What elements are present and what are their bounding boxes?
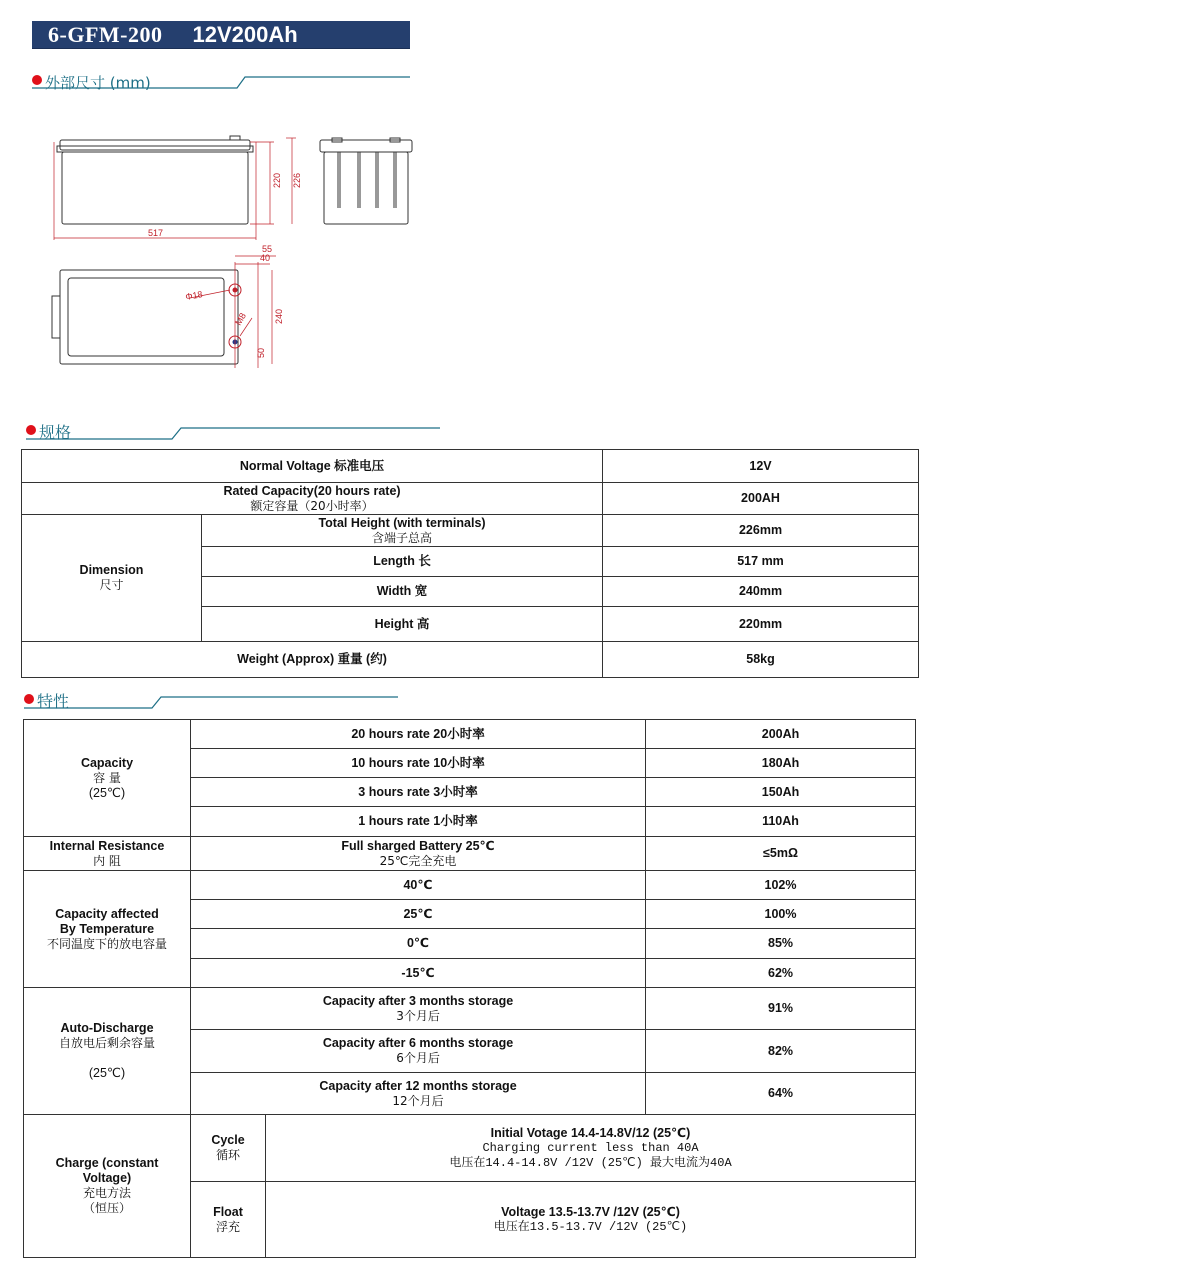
- height-label: Height 高: [202, 607, 603, 642]
- section-title: 特性: [37, 692, 70, 711]
- weight-value: 58kg: [603, 642, 919, 678]
- front-view: [54, 136, 296, 240]
- width-label: Width 宽: [202, 577, 603, 607]
- table-row: [24, 871, 916, 900]
- table-row: [24, 837, 916, 871]
- capacity-label: Capacity 容 量 (25℃): [24, 720, 191, 837]
- temp-0-value: 85%: [646, 929, 916, 959]
- table-row: [22, 515, 919, 547]
- section-underline: [32, 72, 412, 92]
- dim-terminal-diameter: Φ18: [184, 289, 204, 302]
- model-spec: 12V200Ah: [192, 21, 298, 47]
- height-value: 220mm: [603, 607, 919, 642]
- discharge-3m-label: Capacity after 3 months storage 3个月后: [191, 988, 646, 1030]
- table-row: [24, 1115, 916, 1182]
- temp-40-label: 40℃: [191, 871, 646, 900]
- width-value: 240mm: [603, 577, 919, 607]
- section-specs: [26, 420, 446, 442]
- float-value: Voltage 13.5-13.7V /12V (25℃) 电压在13.5-13.7V /12V (25℃): [266, 1182, 916, 1258]
- capacity-20h-value: 200Ah: [646, 720, 916, 749]
- section-title: 外部尺寸 (mm): [45, 74, 151, 92]
- discharge-12m-value: 64%: [646, 1073, 916, 1115]
- internal-resistance-label: Internal Resistance 内 阻: [24, 837, 191, 871]
- temp-minus15-label: -15℃: [191, 959, 646, 988]
- auto-discharge-label: Auto-Discharge 自放电后剩余容量 (25℃): [24, 988, 191, 1115]
- title-bar: [32, 21, 410, 48]
- section-title: 规格: [39, 423, 72, 442]
- side-view: [320, 138, 412, 224]
- capacity-3h-value: 150Ah: [646, 778, 916, 807]
- cycle-value: Initial Votage 14.4-14.8V/12 (25℃) Charging current less than 40A 电压在14.4-14.8V /12V (25℃) 最大电流为40A: [266, 1115, 916, 1182]
- table-row: [22, 483, 919, 515]
- dim-width: 240: [274, 308, 284, 324]
- charge-label: Charge (constant Voltage) 充电方法 （恒压）: [24, 1115, 191, 1258]
- section-characteristics: [24, 689, 424, 711]
- capacity-10h-label: 10 hours rate 10小时率: [191, 749, 646, 778]
- capacity-1h-value: 110Ah: [646, 807, 916, 837]
- temp-25-label: 25℃: [191, 900, 646, 929]
- normal-voltage-value: 12V: [603, 450, 919, 483]
- specs-table: [21, 449, 919, 678]
- temp-0-label: 0℃: [191, 929, 646, 959]
- discharge-3m-value: 91%: [646, 988, 916, 1030]
- temp-25-value: 100%: [646, 900, 916, 929]
- length-value: 517 mm: [603, 547, 919, 577]
- weight-label: Weight (Approx) 重量 (约): [22, 642, 603, 678]
- capacity-10h-value: 180Ah: [646, 749, 916, 778]
- top-view: [52, 256, 276, 368]
- dim-length: 517: [148, 228, 164, 238]
- section-underline: [24, 689, 424, 711]
- characteristics-table: [23, 719, 916, 1258]
- temperature-label: Capacity affected By Temperature 不同温度下的放电容量: [24, 871, 191, 988]
- float-label: Float 浮充: [191, 1182, 266, 1258]
- total-height-value: 226mm: [603, 515, 919, 547]
- total-height-label: Total Height (with terminals) 含端子总高: [202, 515, 603, 547]
- dim-40: 40: [260, 253, 271, 263]
- table-row: [22, 450, 919, 483]
- table-row: [24, 720, 916, 749]
- dimension-drawing: [40, 128, 430, 378]
- capacity-20h-label: 20 hours rate 20小时率: [191, 720, 646, 749]
- model-name: 6-GFM-200: [48, 21, 163, 47]
- cycle-label: Cycle 循环: [191, 1115, 266, 1182]
- temp-minus15-value: 62%: [646, 959, 916, 988]
- rated-capacity-label: Rated Capacity(20 hours rate) 额定容量（20小时率）: [22, 483, 603, 515]
- capacity-1h-label: 1 hours rate 1小时率: [191, 807, 646, 837]
- length-label: Length 长: [202, 547, 603, 577]
- table-row: [22, 642, 919, 678]
- dim-55: 55: [262, 244, 273, 254]
- internal-resistance-value: ≤5mΩ: [646, 837, 916, 871]
- dim-total-height: 226: [292, 172, 302, 188]
- discharge-6m-value: 82%: [646, 1030, 916, 1073]
- normal-voltage-label: Normal Voltage 标准电压: [22, 450, 603, 483]
- dimension-label: Dimension 尺寸: [22, 515, 202, 642]
- discharge-12m-label: Capacity after 12 months storage 12个月后: [191, 1073, 646, 1115]
- dim-50: 50: [256, 347, 266, 358]
- discharge-6m-label: Capacity after 6 months storage 6个月后: [191, 1030, 646, 1073]
- capacity-3h-label: 3 hours rate 3小时率: [191, 778, 646, 807]
- dim-height: 220: [272, 172, 282, 188]
- internal-resistance-condition: Full sharged Battery 25℃ 25℃完全充电: [191, 837, 646, 871]
- dim-terminal-bolt: M8: [233, 311, 248, 327]
- section-underline: [26, 420, 446, 442]
- section-dimensions: [32, 72, 412, 92]
- rated-capacity-value: 200AH: [603, 483, 919, 515]
- table-row: [24, 988, 916, 1030]
- temp-40-value: 102%: [646, 871, 916, 900]
